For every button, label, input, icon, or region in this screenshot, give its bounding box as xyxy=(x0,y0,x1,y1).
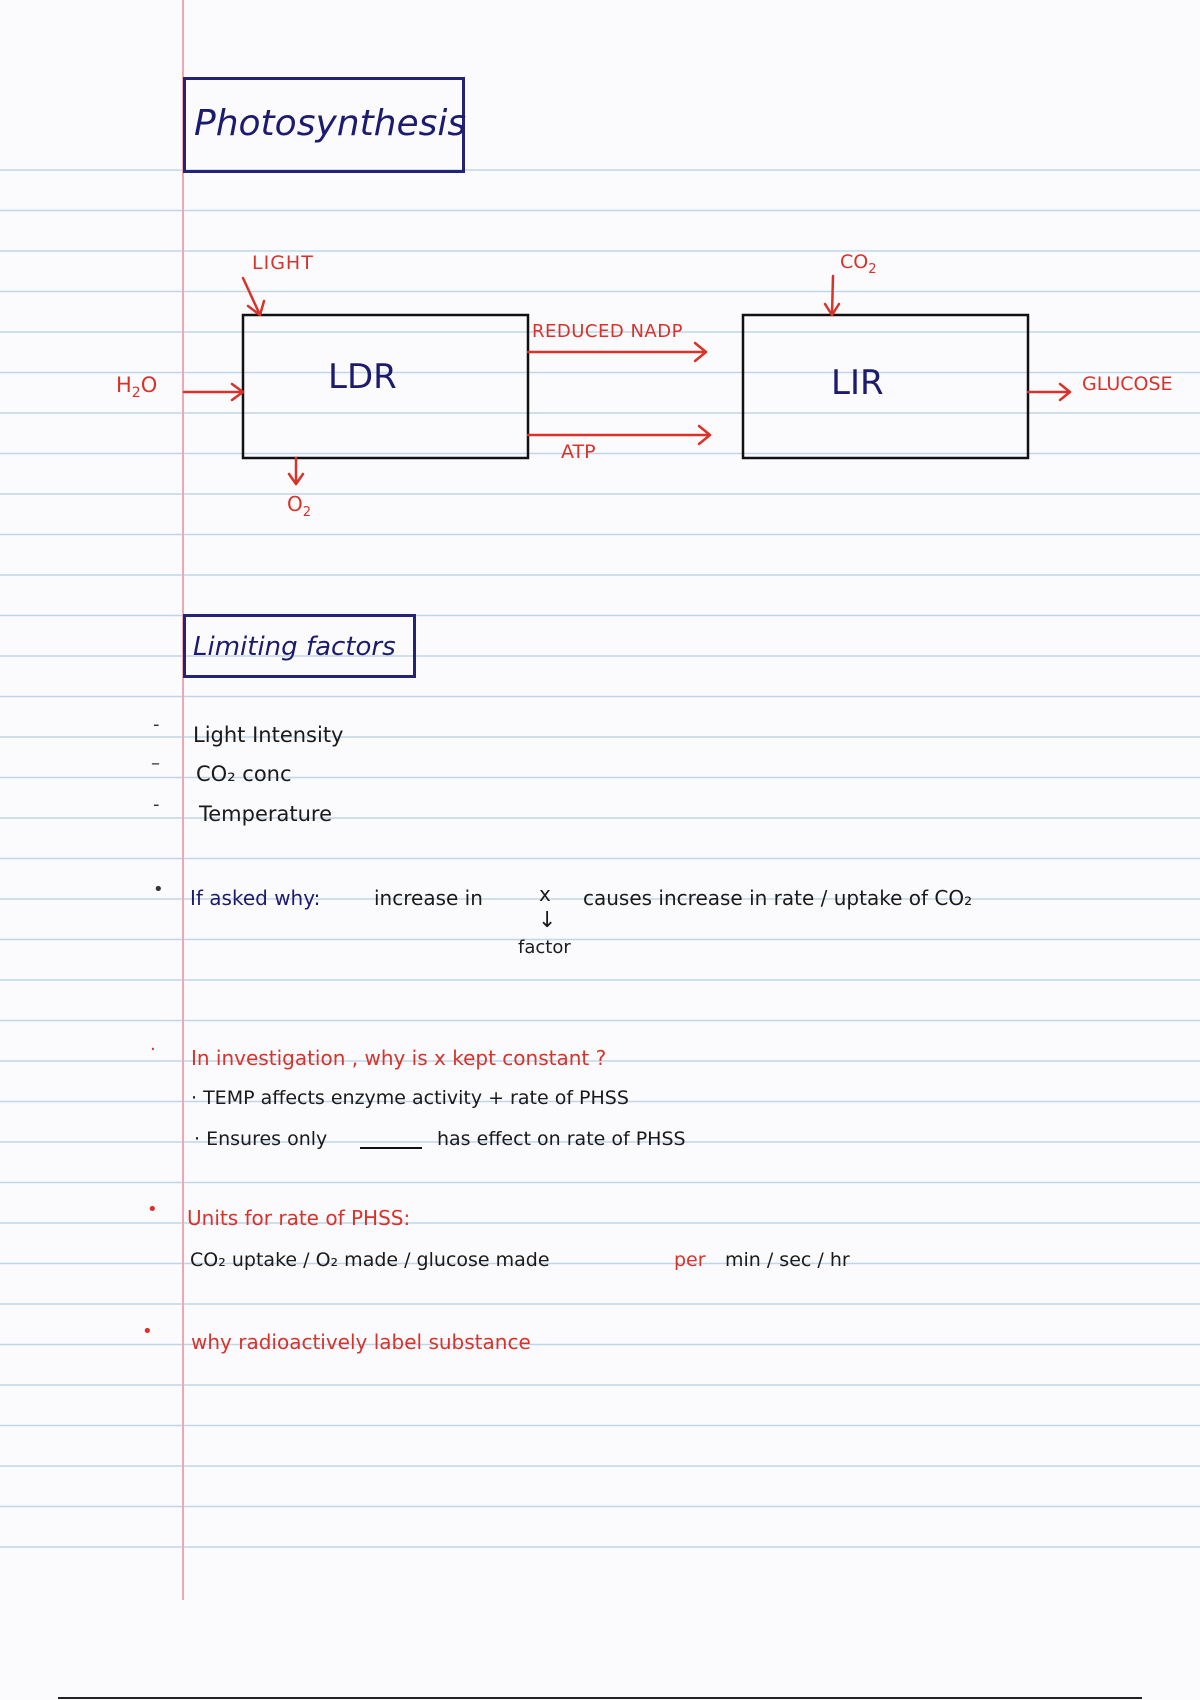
limiting-item-3: Temperature xyxy=(199,802,333,826)
ldr-label: LDR xyxy=(328,357,397,397)
o2-label xyxy=(287,494,311,519)
h2o-sub: 2 xyxy=(131,385,141,402)
bullet-3: • xyxy=(147,1199,158,1220)
causes-text: causes increase in rate / uptake of CO₂ xyxy=(583,886,973,910)
h2o-o: O xyxy=(140,373,158,397)
atp-arrow xyxy=(528,426,710,444)
bullet-2: · xyxy=(150,1039,156,1060)
factor-label: factor xyxy=(518,937,571,958)
ensures-pre: · Ensures only xyxy=(194,1128,328,1150)
h2o-h: H xyxy=(116,373,132,397)
o2-arrow xyxy=(289,458,303,484)
ensures-post: has effect on rate of PHSS xyxy=(437,1128,686,1150)
dash-2: – xyxy=(151,753,160,774)
lir-box xyxy=(743,315,1028,458)
h2o-label xyxy=(116,375,157,400)
atp-label: ATP xyxy=(561,441,596,463)
down-arrow: ↓ xyxy=(538,908,557,933)
radio-question: why radioactively label substance xyxy=(191,1330,531,1354)
units-line-2: min / sec / hr xyxy=(725,1249,850,1271)
page-title: Photosynthesis xyxy=(194,103,467,144)
investigation-question: In investigation , why is x kept constant ? xyxy=(191,1046,607,1070)
bullet-4: • xyxy=(142,1321,153,1342)
o2-text: O xyxy=(287,492,303,516)
co2-top-label xyxy=(840,253,877,276)
reduced-nadp-label: REDUCED NADP xyxy=(532,321,683,342)
light-label: LIGHT xyxy=(252,252,314,274)
ruled-lines xyxy=(0,170,1200,1547)
nadp-arrow xyxy=(528,343,706,361)
h2o-arrow xyxy=(184,384,243,400)
limiting-item-1: Light Intensity xyxy=(193,723,344,747)
light-arrow xyxy=(243,278,264,315)
increase-text: increase in xyxy=(374,886,483,910)
co2-top-sub: 2 xyxy=(868,261,877,277)
if-asked-label: If asked why: xyxy=(190,886,321,910)
x-variable: x xyxy=(539,882,551,906)
units-line-1: CO₂ uptake / O₂ made / glucose made xyxy=(190,1249,550,1271)
o2-sub: 2 xyxy=(302,505,312,520)
units-per: per xyxy=(674,1249,706,1271)
limiting-heading: Limiting factors xyxy=(193,632,396,662)
temp-line: · TEMP affects enzyme activity + rate of PHSS xyxy=(191,1087,629,1109)
bullet-1: • xyxy=(153,879,164,900)
co2-arrow xyxy=(825,276,839,315)
lir-label: LIR xyxy=(831,363,884,403)
units-heading: Units for rate of PHSS: xyxy=(187,1206,411,1230)
limiting-item-2: CO₂ conc xyxy=(196,762,292,786)
dash-1: - xyxy=(153,714,160,735)
co2-top-text: CO xyxy=(840,251,869,273)
glucose-label: GLUCOSE xyxy=(1082,373,1173,395)
glucose-arrow xyxy=(1028,384,1070,400)
dash-3: - xyxy=(153,794,160,815)
